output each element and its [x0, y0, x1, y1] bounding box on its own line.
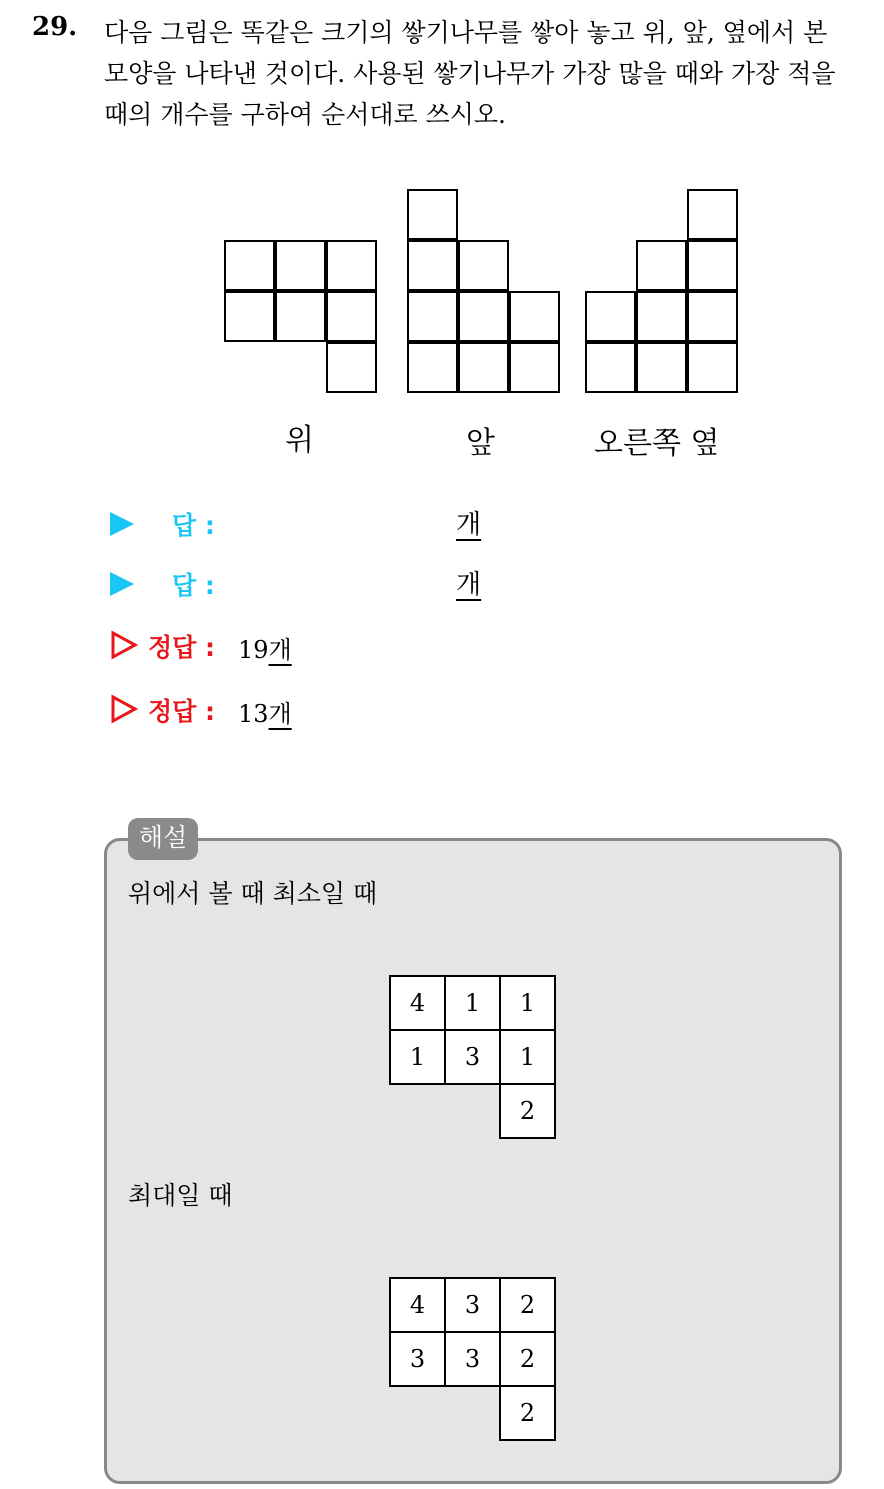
question-text — [104, 12, 864, 135]
answer-label: 답 : — [172, 511, 215, 540]
grid-cell: 2 — [499, 1083, 556, 1139]
solution-min-text: 위에서 볼 때 최소일 때 — [128, 879, 378, 908]
question-number: 29. — [32, 12, 78, 42]
front-view-label: 앞 — [466, 426, 495, 461]
grid-cell: 1 — [444, 975, 501, 1031]
outline-triangle-icon — [110, 630, 138, 660]
play-triangle-icon — [110, 572, 134, 596]
answer-unit: 개 — [456, 510, 482, 540]
grid-cell: 1 — [499, 1029, 556, 1085]
correct-label: 정답 : — [148, 633, 216, 662]
grid-cell: 2 — [499, 1385, 556, 1441]
correct-value: 13개 — [238, 700, 292, 728]
grid-cell: 1 — [389, 1029, 446, 1085]
correct-label: 정답 : — [148, 697, 216, 726]
outline-triangle-icon — [110, 694, 138, 724]
question-line: 때의 개수를 구하여 순서대로 쓰시오. — [104, 100, 506, 129]
grid-cell: 4 — [389, 975, 446, 1031]
grid-cell: 4 — [389, 1277, 446, 1333]
grid-cell: 2 — [499, 1331, 556, 1387]
question-line: 모양을 나타낸 것이다. 사용된 쌓기나무가 가장 많을 때와 가장 적을 — [104, 59, 836, 88]
grid-cell: 3 — [444, 1277, 501, 1333]
grid-cell: 2 — [499, 1277, 556, 1333]
solution-max-text: 최대일 때 — [128, 1181, 233, 1210]
answer-label: 답 : — [172, 571, 215, 600]
side-view-label: 오른쪽 옆 — [594, 426, 720, 461]
answer-unit: 개 — [456, 570, 482, 600]
correct-value: 19개 — [238, 636, 292, 664]
play-triangle-icon — [110, 512, 134, 536]
question-line: 다음 그림은 똑같은 크기의 쌓기나무를 쌓아 놓고 위, 앞, 옆에서 본 — [104, 18, 828, 47]
grid-cell: 3 — [444, 1331, 501, 1387]
grid-cell: 1 — [499, 975, 556, 1031]
grid-cell: 3 — [444, 1029, 501, 1085]
top-view-label: 위 — [285, 423, 314, 458]
solution-tab: 해설 — [128, 818, 198, 860]
solution-box — [104, 838, 842, 1484]
grid-cell: 3 — [389, 1331, 446, 1387]
